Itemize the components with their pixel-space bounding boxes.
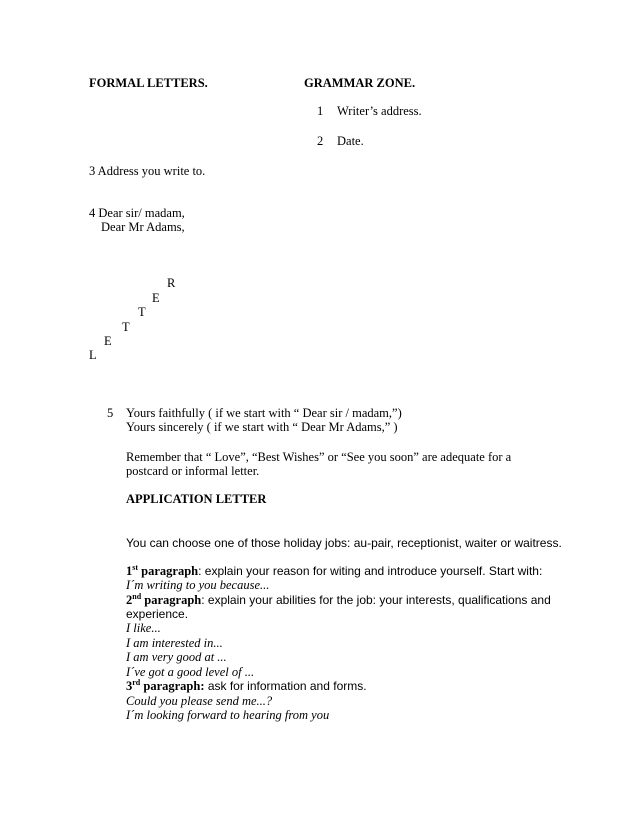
- example-phrase: I am interested in...: [126, 636, 223, 650]
- paragraph-1-instruction: [126, 564, 542, 579]
- diagonal-letter: T: [138, 305, 146, 319]
- paragraph-label: paragraph:: [140, 679, 205, 693]
- ordinal-suffix: rd: [132, 677, 141, 687]
- paragraph-number: 1: [126, 564, 133, 578]
- diagonal-letter: L: [89, 348, 97, 362]
- paragraph-label: paragraph: [141, 593, 202, 607]
- diagonal-letter: E: [152, 291, 160, 305]
- closing-line: Yours sincerely ( if we start with “ Dear Mr Adams,” ): [126, 420, 398, 434]
- example-phrase: I´m writing to you because...: [126, 578, 270, 592]
- paragraph-number: 3: [126, 679, 133, 693]
- section-title: GRAMMAR ZONE.: [304, 76, 416, 90]
- closing-line: Yours faithfully ( if we start with “ Dear sir / madam,”): [126, 406, 402, 420]
- paragraph-label: paragraph: [138, 564, 199, 578]
- paragraph-text: : explain your reason for witing and introduce yourself. Start with:: [198, 564, 543, 578]
- paragraph-text: : explain your abilities for the job: your interests, qualifications and: [201, 593, 551, 607]
- paragraph-3-instruction: [126, 679, 367, 694]
- page-title: FORMAL LETTERS.: [89, 76, 208, 90]
- ordinal-suffix: nd: [132, 591, 142, 601]
- example-phrase: I´m looking forward to hearing from you: [126, 708, 330, 722]
- ordinal-suffix: st: [132, 562, 139, 572]
- item-number: 5: [107, 406, 114, 420]
- writers-address-text: Writer’s address.: [337, 104, 422, 118]
- address-to-text: 3 Address you write to.: [89, 164, 206, 178]
- remember-note: Remember that “ Love”, “Best Wishes” or “See you soon” are adequate for a: [126, 450, 512, 464]
- paragraph-text: ask for information and forms.: [204, 679, 367, 693]
- paragraph-text: experience.: [126, 607, 189, 621]
- application-intro: You can choose one of those holiday jobs: au-pair, receptionist, waiter or waitress.: [126, 536, 562, 550]
- example-phrase: I´ve got a good level of ...: [126, 665, 255, 679]
- greeting-line: 4 Dear sir/ madam,: [89, 206, 185, 220]
- diagonal-letter: R: [167, 276, 176, 290]
- example-phrase: Could you please send me...?: [126, 694, 273, 708]
- greeting-line: Dear Mr Adams,: [101, 220, 185, 234]
- remember-note: postcard or informal letter.: [126, 464, 260, 478]
- item-number: 2: [317, 134, 324, 148]
- item-number: 1: [317, 104, 324, 118]
- date-text: Date.: [337, 134, 364, 148]
- example-phrase: I am very good at ...: [126, 650, 227, 664]
- diagonal-letter: T: [122, 320, 130, 334]
- example-phrase: I like...: [126, 621, 161, 635]
- diagonal-letter: E: [104, 334, 112, 348]
- application-heading: APPLICATION LETTER: [126, 492, 267, 506]
- paragraph-number: 2: [126, 593, 133, 607]
- paragraph-2-instruction: [126, 593, 551, 608]
